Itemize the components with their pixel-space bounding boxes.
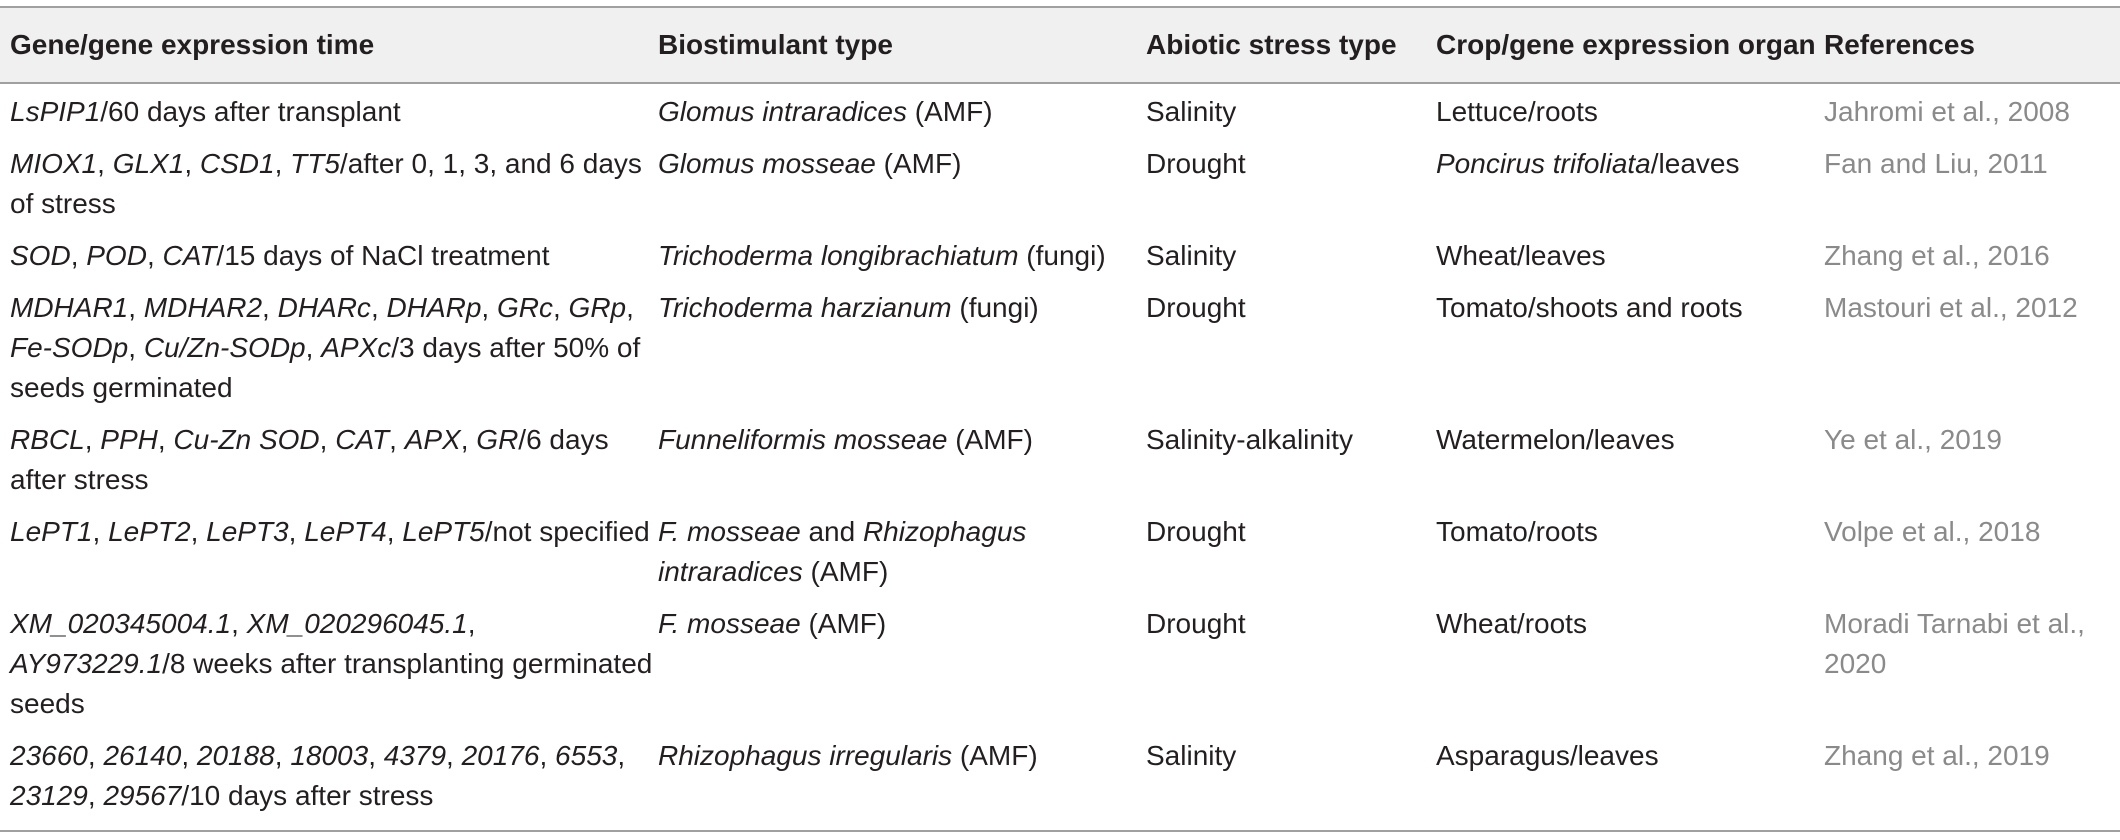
gene-cell-text: LsPIP1 <box>10 96 101 127</box>
gene-cell <box>0 230 658 282</box>
gene-cell-text: , <box>87 780 104 811</box>
gene-cell-text: , <box>481 292 497 323</box>
gene-cell-text: TT5 <box>290 148 340 179</box>
header-stress: Abiotic stress type <box>1146 7 1436 83</box>
crop-cell <box>1436 138 1824 230</box>
gene-cell-text: LePT4 <box>304 516 387 547</box>
table-row <box>0 414 2120 506</box>
table-row <box>0 83 2120 138</box>
biostimulant-cell <box>658 598 1146 730</box>
table-row <box>0 730 2120 831</box>
reference-cell: Ye et al., 2019 <box>1824 424 2003 455</box>
biostimulant-cell-text: (AMF) <box>906 96 993 127</box>
stress-cell: Salinity <box>1146 730 1436 831</box>
gene-cell-text: , <box>231 608 247 639</box>
gene-cell-text: 23660 <box>10 740 88 771</box>
stress-cell: Drought <box>1146 608 1246 639</box>
gene-cell-text: , <box>262 292 278 323</box>
gene-cell-text: , <box>305 332 322 363</box>
gene-cell-text: 6553 <box>555 740 618 771</box>
gene-cell-text: , <box>157 424 174 455</box>
table-row <box>0 282 2120 414</box>
gene-cell-text: , <box>181 740 197 771</box>
gene-cell-text: GRp <box>568 292 627 323</box>
gene-cell-text: , <box>92 516 109 547</box>
table-body <box>0 83 2120 831</box>
gene-cell-text: , <box>274 148 291 179</box>
crop-cell-text: /leaves <box>1650 148 1740 179</box>
gene-cell <box>0 506 658 598</box>
biostimulant-cell <box>658 730 1146 831</box>
reference-cell: Zhang et al., 2016 <box>1824 240 2050 271</box>
biostimulant-cell <box>658 506 1146 598</box>
gene-cell-text: , <box>370 292 387 323</box>
gene-cell-text: , <box>446 740 462 771</box>
biostimulant-cell-text: (AMF) <box>800 608 887 639</box>
gene-cell-text: LePT1 <box>10 516 93 547</box>
gene-cell-text: Cu-Zn SOD <box>173 424 320 455</box>
gene-cell-text: , <box>467 608 476 639</box>
biostimulant-cell-text: F. mosseae <box>658 608 801 639</box>
reference-cell: Moradi Tarnabi et al., 2020 <box>1824 608 2085 679</box>
stress-cell: Salinity <box>1146 240 1237 271</box>
biostimulant-cell-text: Trichoderma harzianum <box>658 292 952 323</box>
biostimulant-cell-text: Rhizophagus irregularis <box>658 740 953 771</box>
biostimulant-cell-text: F. mosseae <box>658 516 801 547</box>
gene-cell-text: , <box>146 240 163 271</box>
gene-cell-text: /8 weeks after transplanting germinated seeds <box>10 648 653 719</box>
gene-cell <box>0 83 658 138</box>
crop-cell-text: Wheat/leaves <box>1436 240 1606 271</box>
biostimulant-cell-text: Glomus mosseae <box>658 148 876 179</box>
biostimulant-cell-text: Glomus intraradices <box>658 96 907 127</box>
stress-cell: Drought <box>1146 148 1246 179</box>
gene-expression-table <box>0 6 2120 832</box>
gene-cell-text: DHARp <box>386 292 482 323</box>
gene-cell <box>0 414 658 506</box>
gene-cell-text: LePT3 <box>206 516 289 547</box>
gene-cell-text: , <box>97 148 113 179</box>
biostimulant-cell-text: Rhizophagus intraradices <box>658 516 1027 587</box>
gene-cell-text: /not specified <box>484 516 650 547</box>
gene-cell-text: , <box>87 740 104 771</box>
biostimulant-cell-text: (fungi) <box>951 292 1039 323</box>
gene-cell-text: 29567 <box>103 780 182 811</box>
gene-cell-text: /after 0, 1, 3, and 6 days of stress <box>10 148 642 219</box>
biostimulant-cell-text: (fungi) <box>1018 240 1106 271</box>
reference-cell: Fan and Liu, 2011 <box>1824 148 2048 179</box>
gene-cell-text: , <box>389 424 405 455</box>
gene-cell-text: , <box>128 332 144 363</box>
gene-cell-text: DHARc <box>277 292 371 323</box>
gene-cell-text: 18003 <box>290 740 369 771</box>
gene-cell-text: GLX1 <box>112 148 185 179</box>
crop-cell-text: Wheat/roots <box>1436 608 1587 639</box>
biostimulant-cell-text: and <box>800 516 863 547</box>
header-row <box>0 7 2120 83</box>
gene-cell-text: MDHAR2 <box>143 292 263 323</box>
table-row <box>0 506 2120 598</box>
gene-cell-text: /6 days after stress <box>10 424 609 495</box>
biostimulant-cell <box>658 83 1146 138</box>
crop-cell <box>1436 598 1824 730</box>
gene-cell-text: CSD1 <box>199 148 275 179</box>
gene-cell-text: , <box>626 292 634 323</box>
gene-cell-text: MIOX1 <box>10 148 98 179</box>
stress-cell: Salinity-alkalinity <box>1146 424 1353 455</box>
biostimulant-cell-text: (AMF) <box>875 148 962 179</box>
reference-cell: Jahromi et al., 2008 <box>1824 96 2070 127</box>
gene-cell-text: /15 days of NaCl treatment <box>216 240 550 271</box>
gene-cell-text: , <box>386 516 403 547</box>
crop-cell-text: Tomato/roots <box>1436 516 1598 547</box>
header-crop: Crop/gene expression organ <box>1436 7 1824 83</box>
gene-cell-text: , <box>184 148 200 179</box>
crop-cell <box>1436 506 1824 598</box>
gene-cell-text: MDHAR1 <box>10 292 129 323</box>
crop-cell-text: Watermelon/leaves <box>1436 424 1675 455</box>
gene-cell-text: 23129 <box>10 780 88 811</box>
table-header <box>0 7 2120 83</box>
gene-cell-text: /60 days after transplant <box>100 96 401 127</box>
crop-cell <box>1436 230 1824 282</box>
stress-cell: Drought <box>1146 292 1246 323</box>
biostimulant-cell <box>658 282 1146 414</box>
biostimulant-cell-text: Trichoderma longibrachiatum <box>658 240 1019 271</box>
gene-cell-text: SOD <box>10 240 71 271</box>
gene-cell-text: APXc <box>321 332 392 363</box>
gene-cell-text: CAT <box>335 424 390 455</box>
gene-cell-text: GRc <box>496 292 553 323</box>
gene-cell-text: , <box>288 516 305 547</box>
crop-cell-text: Asparagus/leaves <box>1436 740 1659 771</box>
header-biostimulant: Biostimulant type <box>658 7 1146 83</box>
stress-cell: Salinity <box>1146 96 1237 127</box>
gene-cell-text: 4379 <box>383 740 447 771</box>
gene-cell <box>0 730 658 831</box>
gene-cell-text: LePT2 <box>108 516 191 547</box>
gene-cell-text: /10 days after stress <box>181 780 434 811</box>
gene-cell-text: APX <box>404 424 461 455</box>
reference-cell: Zhang et al., 2019 <box>1824 730 2120 831</box>
gene-cell-text: /3 days after 50% of seeds germinated <box>10 332 641 403</box>
table-row <box>0 138 2120 230</box>
biostimulant-cell-text: (AMF) <box>952 740 1038 771</box>
reference-cell: Mastouri et al., 2012 <box>1824 292 2078 323</box>
gene-cell-text: , <box>128 292 144 323</box>
gene-cell-text: RBCL <box>10 424 85 455</box>
biostimulant-cell <box>658 230 1146 282</box>
gene-cell-text: Fe-SODp <box>10 332 129 363</box>
gene-cell <box>0 138 658 230</box>
gene-cell-text: , <box>190 516 207 547</box>
gene-cell-text: , <box>274 740 291 771</box>
gene-cell-text: , <box>84 424 101 455</box>
crop-cell <box>1436 414 1824 506</box>
biostimulant-cell-text: Funneliformis mosseae <box>658 424 948 455</box>
gene-cell-text: , <box>70 240 87 271</box>
crop-cell <box>1436 83 1824 138</box>
gene-cell-text: GR <box>476 424 519 455</box>
gene-cell-text: POD <box>86 240 147 271</box>
header-references: References <box>1824 7 2120 83</box>
gene-cell-text: CAT <box>162 240 217 271</box>
biostimulant-cell-text: (AMF) <box>947 424 1033 455</box>
crop-cell-text: Lettuce/roots <box>1436 96 1598 127</box>
header-gene: Gene/gene expression time <box>0 7 658 83</box>
gene-cell-text: AY973229.1 <box>10 648 163 679</box>
crop-cell <box>1436 282 1824 414</box>
gene-cell-text: XM_020345004.1 <box>10 608 232 639</box>
biostimulant-cell <box>658 138 1146 230</box>
gene-cell-text: , <box>539 740 556 771</box>
gene-cell-text: 20176 <box>461 740 540 771</box>
gene-cell-text: , <box>319 424 336 455</box>
crop-cell-text: Tomato/shoots and roots <box>1436 292 1743 323</box>
crop-cell <box>1436 730 1824 831</box>
gene-cell-text: 26140 <box>103 740 182 771</box>
stress-cell: Drought <box>1146 516 1246 547</box>
table-row <box>0 598 2120 730</box>
table-row <box>0 230 2120 282</box>
gene-cell-text: , <box>552 292 569 323</box>
crop-cell-text: Poncirus trifoliata <box>1436 148 1651 179</box>
gene-cell-text: , <box>460 424 477 455</box>
biostimulant-cell-text: (AMF) <box>802 556 889 587</box>
gene-cell <box>0 282 658 414</box>
gene-cell-text: LePT5 <box>402 516 485 547</box>
gene-cell-text: PPH <box>100 424 158 455</box>
reference-cell: Volpe et al., 2018 <box>1824 516 2041 547</box>
gene-cell-text: 20188 <box>196 740 275 771</box>
gene-cell-text: , <box>617 740 626 771</box>
gene-cell-text: Cu/Zn-SODp <box>143 332 306 363</box>
gene-cell <box>0 598 658 730</box>
biostimulant-cell <box>658 414 1146 506</box>
gene-cell-text: XM_020296045.1 <box>246 608 468 639</box>
gene-cell-text: , <box>368 740 384 771</box>
